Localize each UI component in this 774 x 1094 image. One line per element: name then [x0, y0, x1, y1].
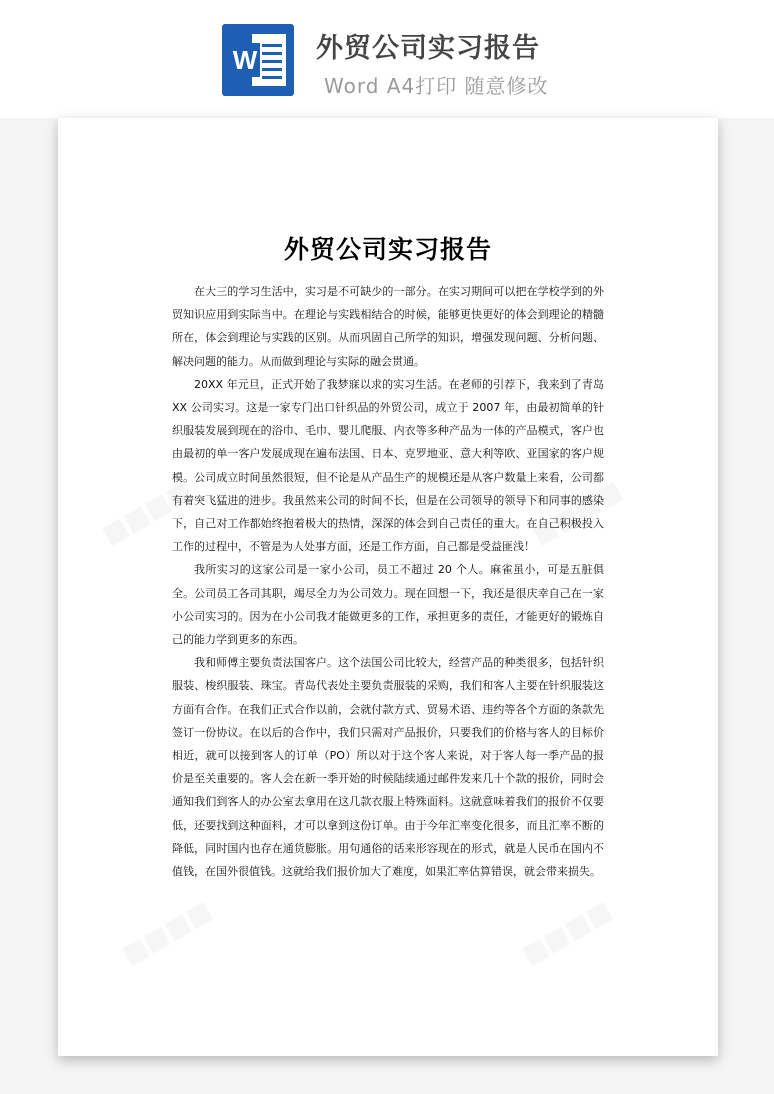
document-title: 外贸公司实习报告 — [283, 235, 492, 264]
body-paragraph: 我和师傅主要负责法国客户。这个法国公司比较大，经营产品的种类很多，包括针织服装、梭织服装、珠宝。青岛代表处主要负责服装的采购，我们和客人主要在针织服装这方面有合作。在我们正式合作以前，会就付款方式、贸易术语、违约等各个方面的条款先签订一份协议。在以后的合作中，我们只需对产品报价，只要我们的价格与客人的目标价相近，就可以接到客人的订单（PO）所以对于这个客人来说，对于客人每一季产品的报价是至关重要的。客人会在新一季开始的时候陆续通过邮件发来几十个款的报价，同时会通知我们到客人的办公室去拿用在这几款衣服上特殊面料。这就意味着我们的报价不仅要低，还要找到这种面料，才可以拿到这份订单。由于今年汇率变化很多，而且汇率不断的降低，同时国内也存在通货膨胀。用句通俗的话来形容现在的形式，就是人民币在国内不值钱，在国外很值钱。这就给我们报价加大了难度，如果汇率估算错误，就会带来损失。 — [172, 656, 604, 879]
preview-subtitle: Word A4打印 随意修改 — [324, 74, 549, 98]
body-paragraph: 20XX 年元旦，正式开始了我梦寐以求的实习生活。在老师的引荐下，我来到了青岛 XX 公司实习。这是一家专门出口针织品的外贸公司，成立于 2007 年，由最初简单的针织服装发展到现在的浴巾、毛巾、婴儿爬服、内衣等多种产品为一体的产品模式，客户也由最初的单一客户发展成现在遍布法国、日本、克罗地亚、意大利等欧、亚国家的客户规模。公司成立时间虽然很短，但不论是从产品生产的规模还是从客户数量上来看，公司都有着突飞猛进的进步。我虽然来公司的时间不长，但是在公司领导的领导下和同事的感染下，自己对工作都始终抱着极大的热情，深深的体会到自己责任的重大。在自己积极投入工作的过程中，不管是为人处事方面，还是工作方面，自己都是受益匪浅！ — [172, 377, 604, 554]
document-body — [172, 280, 604, 883]
watermark-mark — [517, 895, 617, 970]
document-page — [58, 118, 718, 1056]
watermark-mark — [117, 895, 217, 970]
body-paragraph: 我所实习的这家公司是一家小公司，员工不超过 20 个人。麻雀虽小，可是五脏俱全。公司员工各司其职，竭尽全力为公司效力。现在回想一下，我还是很庆幸自己在一家小公司实习的。因为在小公司我才能做更多的工作，承担更多的责任，才能更好的锻炼自己的能力学到更多的东西。 — [172, 563, 604, 647]
preview-header — [0, 0, 774, 118]
body-paragraph: 在大三的学习生活中，实习是不可缺少的一部分。在实习期间可以把在学校学到的外贸知识应用到实际当中。在理论与实践相结合的时候，能够更快更好的体会到理论的精髓所在，体会到理论与实践的区别。从而巩固自己所学的知识，增强发现问题、分析问题、解决问题的能力。从而做到理论与实际的融会贯通。 — [172, 285, 604, 368]
preview-title: 外贸公司实习报告 — [316, 33, 540, 64]
word-document-icon — [222, 24, 294, 96]
word-letter-badge: W — [230, 43, 260, 77]
